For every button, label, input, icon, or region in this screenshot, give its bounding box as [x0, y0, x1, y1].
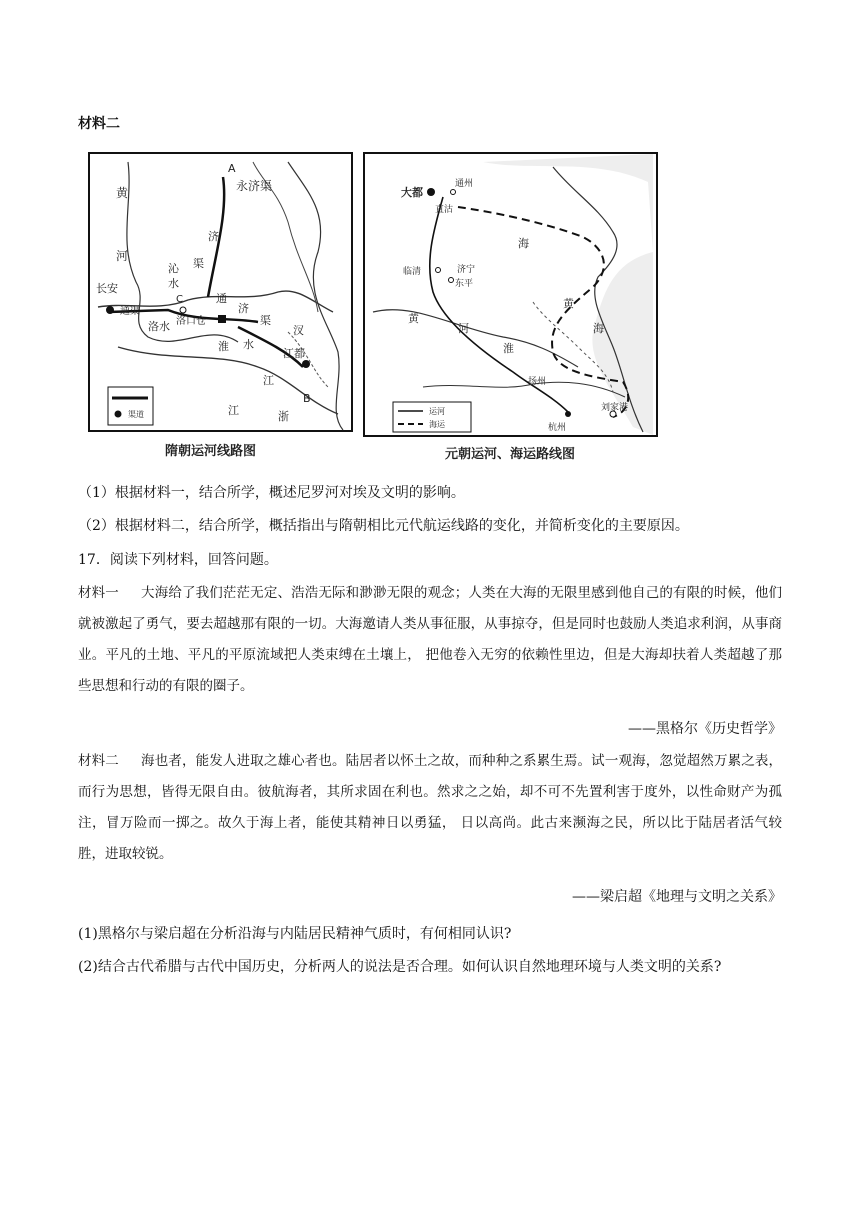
map-label-huanghe2: 河	[458, 322, 469, 335]
yuan-canal-map-figure	[363, 152, 658, 437]
material-2-label: 材料二	[78, 753, 119, 769]
map-label-guangtong: 通渠	[120, 306, 140, 317]
map-label-dongping: 东平	[455, 279, 474, 289]
map-label-hangzhou: 杭州	[548, 423, 567, 433]
map-label-jiang2: 江	[228, 404, 239, 417]
map-label-huang: 黄	[116, 186, 129, 200]
map-legend-canal-right: 运河	[429, 407, 445, 416]
map-label-jining: 济宁	[457, 265, 476, 275]
material-2-source: ——梁启超《地理与文明之关系》	[572, 889, 782, 905]
material-2-text: 海也者，能发人进取之雄心者也。陆居者以怀土之故，而种种之系累生焉。试一观海，忽觉超然万累之表，而行为思想，皆得无限自由。彼航海者，其所求固在利也。然求之之始，却不可不先置利害于度外，以性命财产为孤注，冒万险而一掷之。故久于海上者，能使其精神日以勇猛， 日以高尚。此古来濒海之民，所以比于陆居者活气较胜，进取较锐。	[78, 753, 783, 862]
map-label-huai: 淮	[218, 340, 229, 353]
map-label-luoshui: 洛水	[148, 320, 170, 333]
material-1-text: 大海给了我们茫茫无定、浩浩无际和渺渺无限的观念；人类在大海的无限里感到他自己的有限的时候，他们就被激起了勇气，要去超越那有限的一切。大海邀请人类从事征服，从事掠夺，但是同时也鼓励人类追求利润，从事商业。平凡的土地、平凡的平原流域把人类束缚在土壤上， 把他卷入无穷的依赖性里边，但是大海却扶着人类超越了那些思想和行动的有限的圈子。	[78, 585, 783, 694]
map-label-huai: 淮	[503, 342, 514, 355]
map-label-shui2: 水	[243, 338, 254, 351]
sui-map-caption: 隋朝运河线路图	[165, 444, 257, 459]
map-label-qu: 渠	[193, 257, 204, 270]
map-label-a: A	[228, 162, 236, 175]
map-label-tongzhou: 通州	[455, 179, 474, 189]
map-label-huanghe: 黄	[408, 312, 419, 325]
material-1-label: 材料一	[78, 585, 119, 601]
map-label-linqing: 临清	[403, 267, 422, 277]
question-17-2: (2)结合古代希腊与古代中国历史，分析两人的说法是否合理。如何认识自然地理环境与人类文明的关系?	[78, 959, 722, 975]
map-label-huang-sea: 黄	[563, 297, 574, 310]
map-label-jiang: 江	[263, 374, 274, 387]
sui-canal-map	[88, 152, 353, 432]
question-17-intro: 17．阅读下列材料，回答问题。	[78, 552, 278, 568]
material-2	[78, 746, 782, 870]
changan-marker	[106, 306, 114, 314]
map-label-ji: 济	[208, 230, 219, 243]
map-label-he: 河	[116, 249, 129, 263]
question-16-2: （2）根据材料二，结合所学，概括指出与隋朝相比元代航运线路的变化，并简析变化的主要原因。	[78, 518, 689, 534]
map-label-shui: 水	[168, 277, 179, 290]
map-label-hai2: 海	[593, 322, 604, 335]
map-label-hai: 海	[518, 237, 529, 250]
map-label-ji2: 济	[238, 302, 249, 315]
yuan-map-caption: 元朝运河、海运路线图	[445, 447, 576, 462]
map-label-c: C	[176, 294, 183, 305]
map-label-liujiagang: 刘家港	[601, 403, 629, 413]
map-label-qin: 沁	[168, 262, 179, 275]
map-label-yangzhou: 扬州	[528, 377, 547, 387]
material-1	[78, 578, 782, 702]
map-label-b: B	[303, 392, 311, 405]
map-label-yongji: 永济渠	[236, 179, 273, 193]
material-1-source: ——黑格尔《历史哲学》	[628, 721, 782, 737]
map-label-changan: 长安	[96, 282, 118, 295]
question-17-1: (1)黑格尔与梁启超在分析沿海与内陆居民精神气质时，有何相同认识?	[78, 926, 512, 942]
map-label-jiangdu: 江都	[283, 347, 305, 360]
map-label-luokoucang: 洛口仓	[176, 316, 206, 327]
sui-canal-map-figure	[88, 152, 353, 432]
map-label-cha: 汊	[293, 324, 304, 337]
question-16-1: （1）根据材料一，结合所学，概述尼罗河对埃及文明的影响。	[78, 485, 465, 501]
map-label-xi: 浙	[278, 410, 289, 423]
yuan-canal-map	[363, 152, 658, 437]
map-label-zhigu: 直沽	[435, 205, 454, 215]
map-label-qu2: 渠	[260, 314, 271, 327]
map-legend-sea: 海运	[429, 420, 445, 429]
section-heading: 材料二	[78, 116, 120, 132]
map-legend-canal: 渠道	[128, 410, 144, 419]
map-label-tong: 通	[216, 292, 227, 305]
map-label-dadu: 大都	[401, 186, 423, 199]
